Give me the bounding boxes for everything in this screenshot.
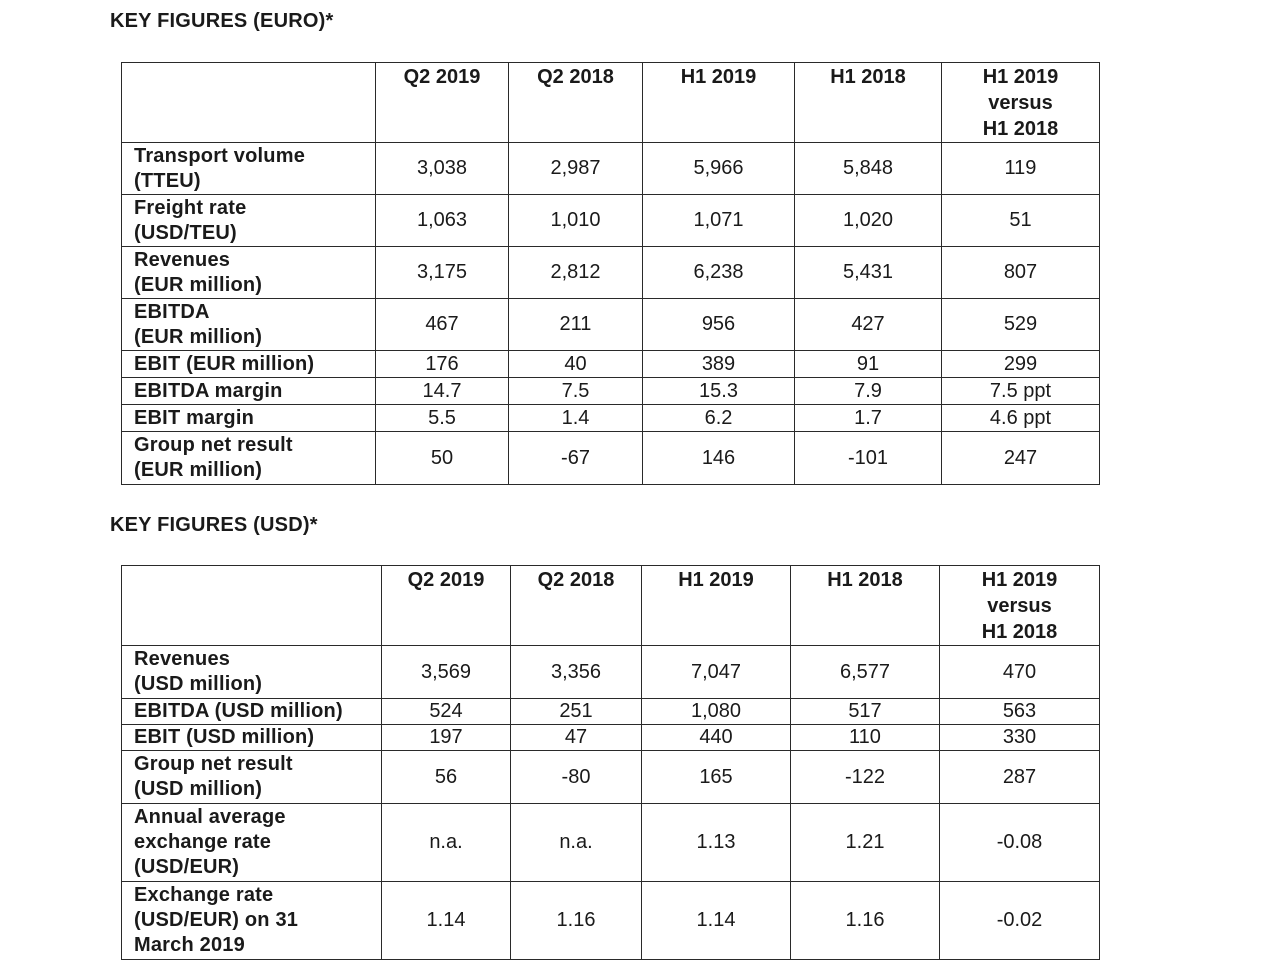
header-row — [122, 63, 1100, 143]
value-cell: -122 — [791, 751, 940, 804]
value-cell: 1.21 — [791, 804, 940, 882]
value-cell: 3,038 — [376, 143, 509, 195]
value-cell: 427 — [795, 299, 942, 351]
row-label: EBIT (EUR million) — [122, 351, 376, 378]
value-cell: 146 — [643, 432, 795, 485]
value-cell: 165 — [642, 751, 791, 804]
value-cell: 1.13 — [642, 804, 791, 882]
row-label: Annual average exchange rate (USD/EUR) — [122, 804, 382, 882]
value-cell: 1.14 — [642, 882, 791, 960]
column-header-h1-2018: H1 2018 — [795, 63, 942, 143]
value-cell: -0.08 — [940, 804, 1100, 882]
value-cell: 3,569 — [382, 646, 511, 699]
row-label: EBIT (USD million) — [122, 725, 382, 751]
value-cell: -67 — [509, 432, 643, 485]
value-cell: 14.7 — [376, 378, 509, 405]
value-cell: 5,966 — [643, 143, 795, 195]
euro-section-heading: KEY FIGURES (EURO)* — [110, 10, 334, 32]
column-header-h1-2018: H1 2018 — [791, 566, 940, 646]
table-row — [122, 699, 1100, 725]
value-cell: 40 — [509, 351, 643, 378]
table-row — [122, 646, 1100, 699]
value-cell: 1,071 — [643, 195, 795, 247]
table-row — [122, 882, 1100, 960]
table-row — [122, 725, 1100, 751]
table-row — [122, 751, 1100, 804]
key-figures-usd-table — [121, 565, 1100, 960]
value-cell: 7.5 — [509, 378, 643, 405]
row-label: Group net result (USD million) — [122, 751, 382, 804]
value-cell: 2,812 — [509, 247, 643, 299]
value-cell: 7,047 — [642, 646, 791, 699]
value-cell: 176 — [376, 351, 509, 378]
table-row — [122, 299, 1100, 351]
column-header-q2-2018: Q2 2018 — [511, 566, 642, 646]
value-cell: 1,010 — [509, 195, 643, 247]
value-cell: 1,020 — [795, 195, 942, 247]
header-corner-cell — [122, 63, 376, 143]
value-cell: 299 — [942, 351, 1100, 378]
column-header-q2-2018: Q2 2018 — [509, 63, 643, 143]
value-cell: 7.5 ppt — [942, 378, 1100, 405]
value-cell: 517 — [791, 699, 940, 725]
value-cell: 1.16 — [511, 882, 642, 960]
value-cell: 1,063 — [376, 195, 509, 247]
table-row — [122, 804, 1100, 882]
value-cell: 563 — [940, 699, 1100, 725]
usd-section-heading: KEY FIGURES (USD)* — [110, 514, 318, 536]
value-cell: 5,431 — [795, 247, 942, 299]
value-cell: 1.4 — [509, 405, 643, 432]
value-cell: 4.6 ppt — [942, 405, 1100, 432]
value-cell: 5.5 — [376, 405, 509, 432]
value-cell: 529 — [942, 299, 1100, 351]
table-row — [122, 143, 1100, 195]
row-label: Transport volume (TTEU) — [122, 143, 376, 195]
value-cell: 389 — [643, 351, 795, 378]
value-cell: 1.16 — [791, 882, 940, 960]
table-row — [122, 378, 1100, 405]
value-cell: 50 — [376, 432, 509, 485]
value-cell: 247 — [942, 432, 1100, 485]
value-cell: 470 — [940, 646, 1100, 699]
value-cell: 287 — [940, 751, 1100, 804]
value-cell: 1.14 — [382, 882, 511, 960]
row-label: Revenues (USD million) — [122, 646, 382, 699]
row-label: Group net result (EUR million) — [122, 432, 376, 485]
value-cell: -80 — [511, 751, 642, 804]
column-header-h1-2019-versus-h1-2018: H1 2019 versus H1 2018 — [940, 566, 1100, 646]
value-cell: 1,080 — [642, 699, 791, 725]
header-row — [122, 566, 1100, 646]
row-label: Freight rate (USD/TEU) — [122, 195, 376, 247]
value-cell: 956 — [643, 299, 795, 351]
value-cell: 7.9 — [795, 378, 942, 405]
column-header-h1-2019-versus-h1-2018: H1 2019 versus H1 2018 — [942, 63, 1100, 143]
value-cell: 524 — [382, 699, 511, 725]
table-row — [122, 351, 1100, 378]
row-label: EBITDA (EUR million) — [122, 299, 376, 351]
value-cell: -0.02 — [940, 882, 1100, 960]
value-cell: 6,577 — [791, 646, 940, 699]
value-cell: n.a. — [382, 804, 511, 882]
value-cell: 56 — [382, 751, 511, 804]
value-cell: 91 — [795, 351, 942, 378]
value-cell: 51 — [942, 195, 1100, 247]
row-label: Exchange rate (USD/EUR) on 31 March 2019 — [122, 882, 382, 960]
row-label: EBITDA margin — [122, 378, 376, 405]
value-cell: n.a. — [511, 804, 642, 882]
value-cell: 110 — [791, 725, 940, 751]
column-header-q2-2019: Q2 2019 — [376, 63, 509, 143]
row-label: EBITDA (USD million) — [122, 699, 382, 725]
table-row — [122, 195, 1100, 247]
table-row — [122, 432, 1100, 485]
column-header-h1-2019: H1 2019 — [642, 566, 791, 646]
row-label: Revenues (EUR million) — [122, 247, 376, 299]
value-cell: 440 — [642, 725, 791, 751]
table-row — [122, 405, 1100, 432]
value-cell: 211 — [509, 299, 643, 351]
value-cell: 15.3 — [643, 378, 795, 405]
value-cell: 3,356 — [511, 646, 642, 699]
value-cell: 5,848 — [795, 143, 942, 195]
header-corner-cell — [122, 566, 382, 646]
row-label: EBIT margin — [122, 405, 376, 432]
value-cell: 807 — [942, 247, 1100, 299]
column-header-h1-2019: H1 2019 — [643, 63, 795, 143]
value-cell: 3,175 — [376, 247, 509, 299]
value-cell: 6,238 — [643, 247, 795, 299]
value-cell: 6.2 — [643, 405, 795, 432]
value-cell: 251 — [511, 699, 642, 725]
value-cell: 197 — [382, 725, 511, 751]
column-header-q2-2019: Q2 2019 — [382, 566, 511, 646]
value-cell: 119 — [942, 143, 1100, 195]
value-cell: 1.7 — [795, 405, 942, 432]
value-cell: -101 — [795, 432, 942, 485]
key-figures-euro-table — [121, 62, 1100, 485]
table-row — [122, 247, 1100, 299]
value-cell: 467 — [376, 299, 509, 351]
value-cell: 330 — [940, 725, 1100, 751]
value-cell: 47 — [511, 725, 642, 751]
value-cell: 2,987 — [509, 143, 643, 195]
